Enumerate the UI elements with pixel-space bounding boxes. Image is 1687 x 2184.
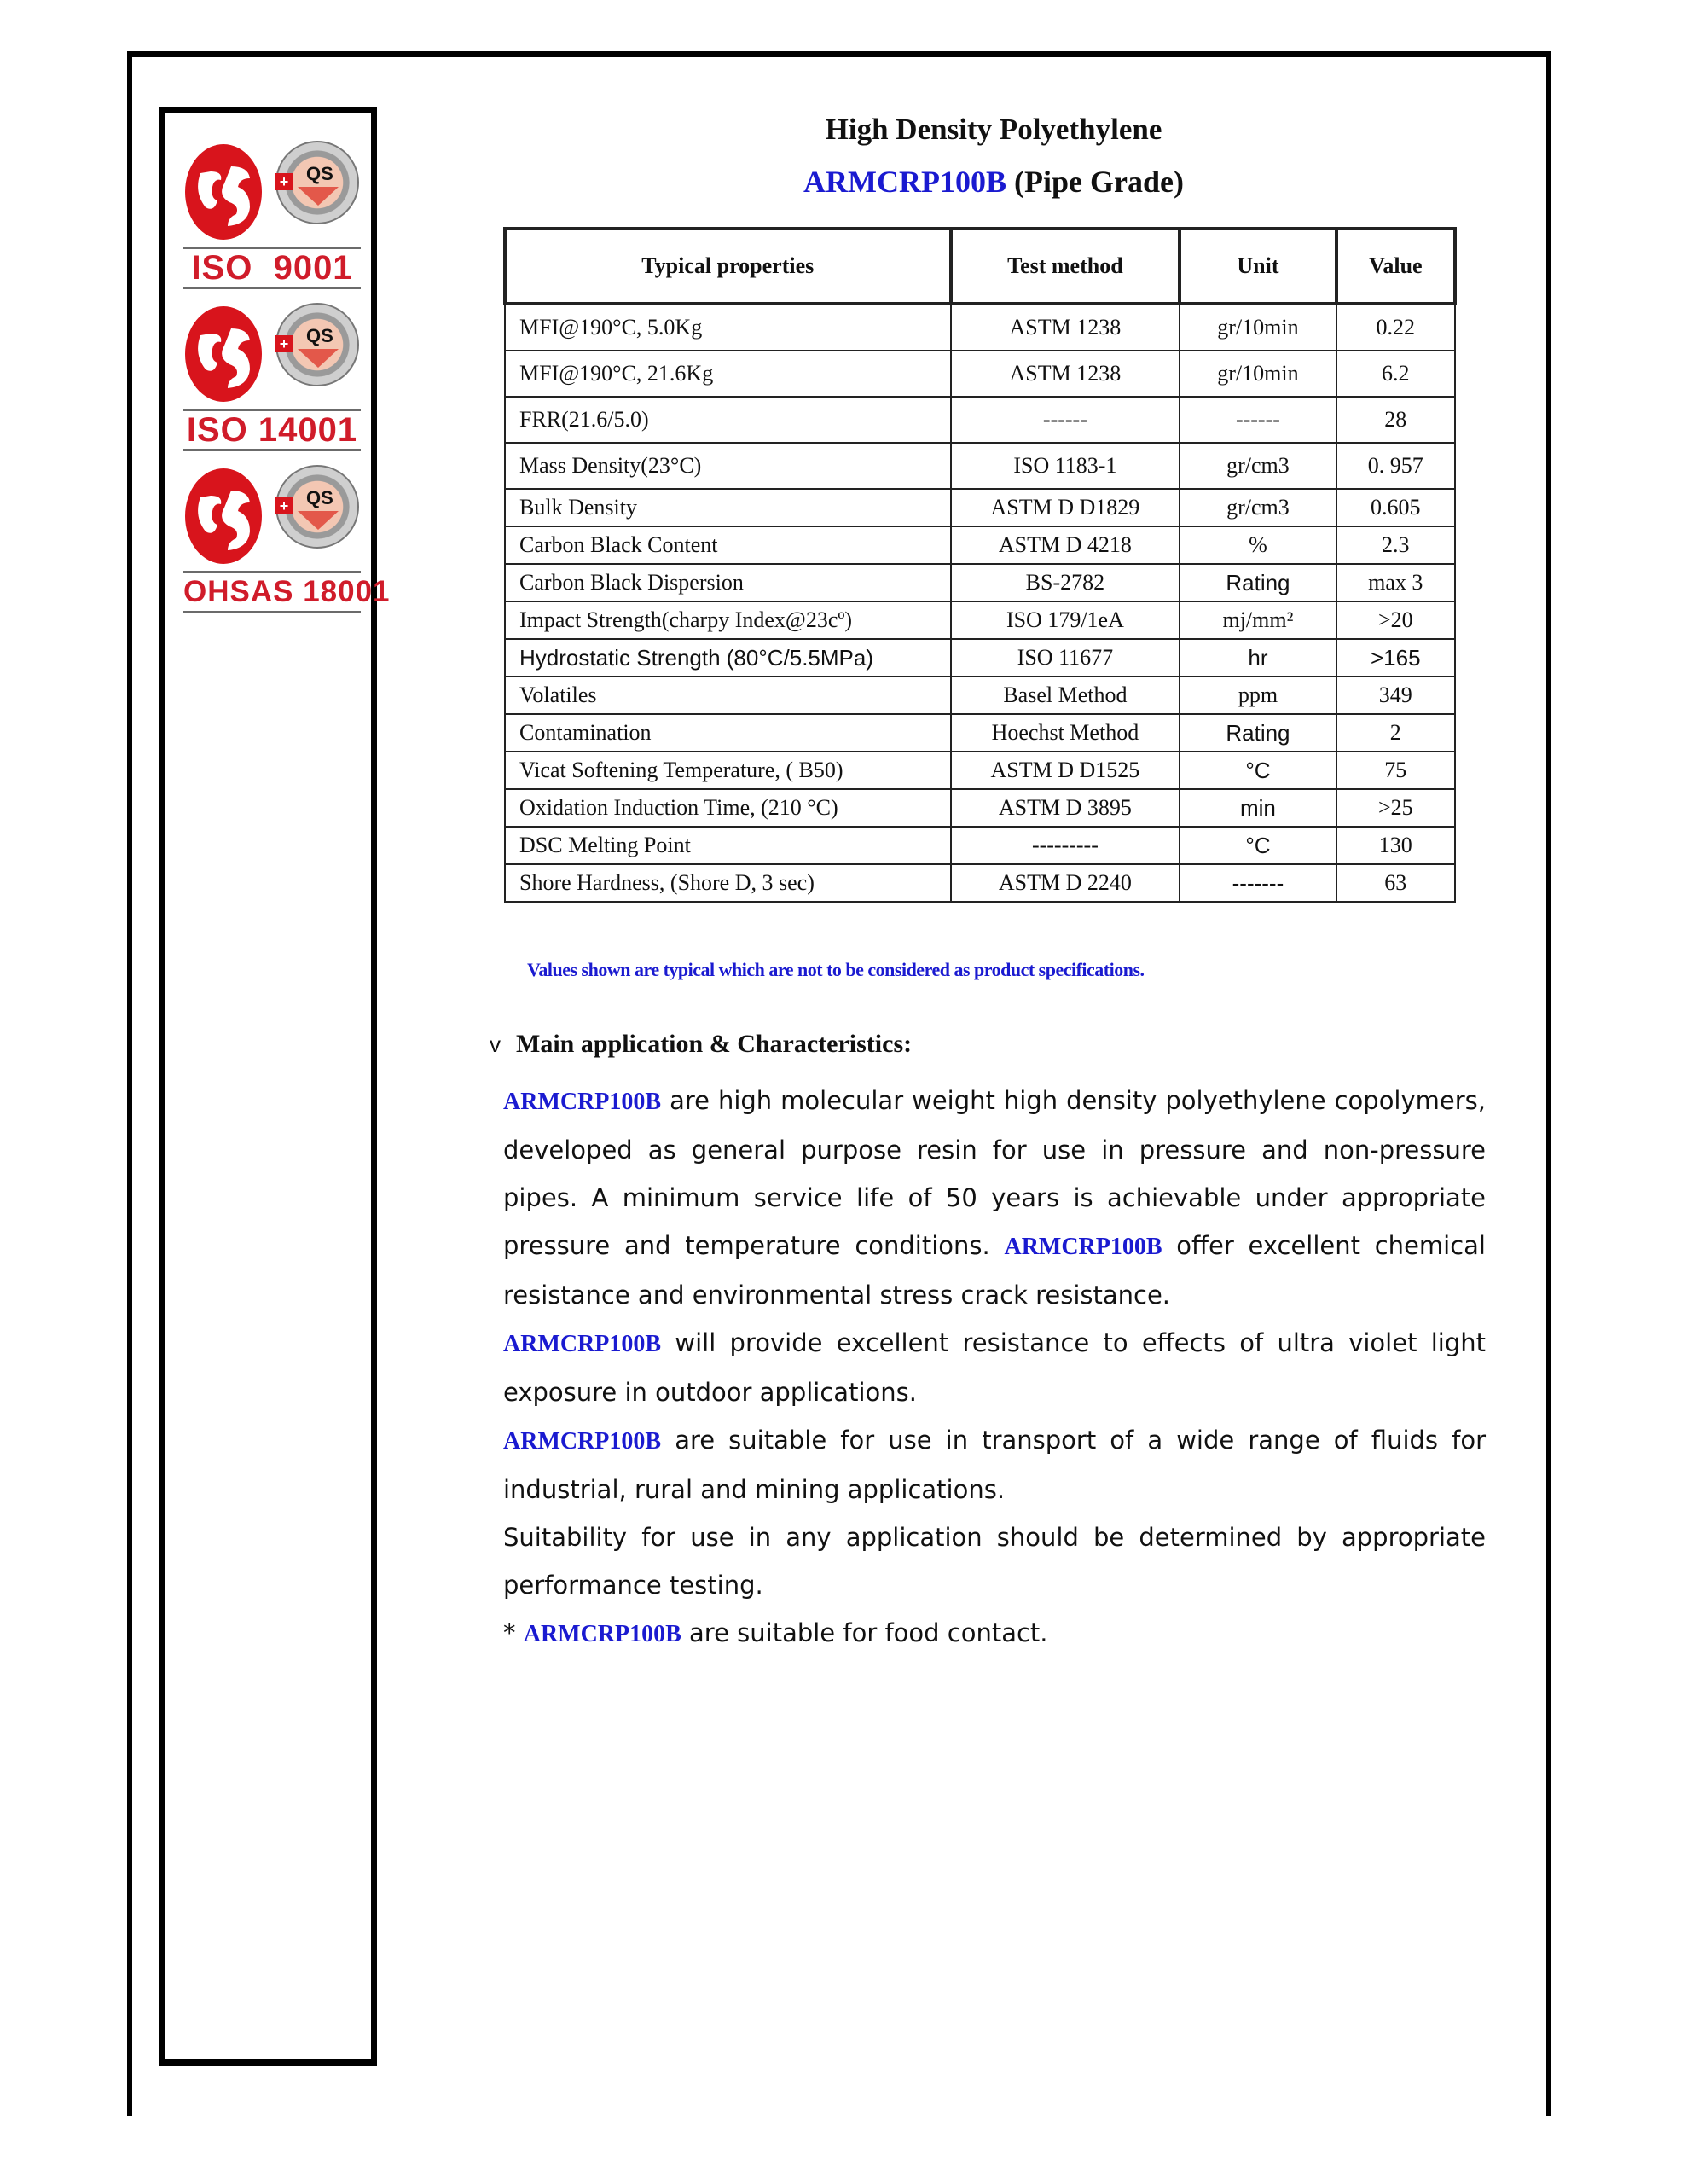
product-code: ARMCRP100B xyxy=(523,1621,681,1647)
test-method-cell: ASTM D 2240 xyxy=(951,864,1180,902)
test-method-cell: --------- xyxy=(951,827,1180,864)
test-method-cell: BS-2782 xyxy=(951,564,1180,601)
value-cell: >165 xyxy=(1336,639,1455,677)
column-header: Test method xyxy=(951,229,1180,304)
swiss-cross-icon: + xyxy=(275,497,293,514)
value-cell: 130 xyxy=(1336,827,1455,864)
paragraph-text: will provide excellent resistance to effects of ultra violet light exposure in outdoor applications. xyxy=(503,1328,1486,1407)
unit-cell: min xyxy=(1180,789,1336,827)
unit-cell: Rating xyxy=(1180,564,1336,601)
table-row xyxy=(505,489,1455,526)
bullet-icon: v xyxy=(490,1031,501,1057)
table-row xyxy=(505,397,1455,443)
qs-mark-icon xyxy=(183,141,264,243)
logo-label: ISO 9001 xyxy=(183,247,361,289)
typical-values-note: Values shown are typical which are not to be considered as product specifications. xyxy=(527,959,1145,980)
test-method-cell: ASTM D D1829 xyxy=(951,489,1180,526)
iso-9001-logo xyxy=(183,137,361,289)
certified-seal-icon: + QS xyxy=(275,303,359,386)
column-header: Unit xyxy=(1180,229,1336,304)
qs-mark-icon xyxy=(183,303,264,405)
property-cell: Carbon Black Content xyxy=(505,526,951,564)
characteristic-paragraph xyxy=(503,1416,1486,1513)
table-row xyxy=(505,752,1455,789)
table-row xyxy=(505,789,1455,827)
certified-seal-icon: + QS xyxy=(275,465,359,549)
product-code: ARMCRP100B xyxy=(503,1428,662,1455)
property-cell: Bulk Density xyxy=(505,489,951,526)
paragraph-text: offer excellent chemical resistance and environmental stress crack resistance. xyxy=(503,1231,1486,1310)
property-cell: MFI@190°C, 21.6Kg xyxy=(505,351,951,397)
unit-cell: gr/10min xyxy=(1180,304,1336,351)
qs-mark-icon xyxy=(183,465,264,567)
table-row xyxy=(505,864,1455,902)
table-header-row xyxy=(505,229,1455,304)
test-method-cell: Hoechst Method xyxy=(951,714,1180,752)
property-cell: Oxidation Induction Time, (210 °C) xyxy=(505,789,951,827)
characteristic-paragraph xyxy=(503,1077,1486,1319)
test-method-cell: ------ xyxy=(951,397,1180,443)
table-row xyxy=(505,827,1455,864)
unit-cell: Rating xyxy=(1180,714,1336,752)
paragraph-text: Suitability for use in any application should be determined by appropriate performance testing. xyxy=(503,1523,1486,1600)
value-cell: 349 xyxy=(1336,677,1455,714)
property-cell: Contamination xyxy=(505,714,951,752)
value-cell: >25 xyxy=(1336,789,1455,827)
unit-cell: ------ xyxy=(1180,397,1336,443)
property-cell: Hydrostatic Strength (80°C/5.5MPa) xyxy=(505,639,951,677)
property-cell: Mass Density(23°C) xyxy=(505,443,951,489)
value-cell: 75 xyxy=(1336,752,1455,789)
property-cell: Vicat Softening Temperature, ( B50) xyxy=(505,752,951,789)
property-cell: Carbon Black Dispersion xyxy=(505,564,951,601)
table-row xyxy=(505,677,1455,714)
characteristic-paragraph xyxy=(503,1609,1486,1658)
test-method-cell: ISO 1183-1 xyxy=(951,443,1180,489)
section-heading xyxy=(490,1030,912,1059)
property-cell: Shore Hardness, (Shore D, 3 sec) xyxy=(505,864,951,902)
unit-cell: °C xyxy=(1180,752,1336,789)
value-cell: 0. 957 xyxy=(1336,443,1455,489)
value-cell: 28 xyxy=(1336,397,1455,443)
logo-label: ISO 14001 xyxy=(183,409,361,451)
test-method-cell: ASTM D D1525 xyxy=(951,752,1180,789)
section-heading-text: Main application & Characteristics: xyxy=(516,1030,913,1058)
unit-cell: mj/mm² xyxy=(1180,601,1336,639)
certification-sidebar xyxy=(159,107,391,2066)
table-row xyxy=(505,639,1455,677)
property-cell: Impact Strength(charpy Index@23cº) xyxy=(505,601,951,639)
product-code: ARMCRP100B xyxy=(503,1331,662,1357)
value-cell: 0.22 xyxy=(1336,304,1455,351)
document-subtitle xyxy=(478,164,1510,200)
test-method-cell: Basel Method xyxy=(951,677,1180,714)
value-cell: >20 xyxy=(1336,601,1455,639)
unit-cell: gr/cm3 xyxy=(1180,489,1336,526)
paragraph-text: are suitable for food contact. xyxy=(681,1618,1048,1647)
table-row xyxy=(505,526,1455,564)
iso-14001-logo xyxy=(183,299,361,451)
unit-cell: gr/cm3 xyxy=(1180,443,1336,489)
unit-cell: gr/10min xyxy=(1180,351,1336,397)
characteristic-paragraph xyxy=(503,1319,1486,1416)
table-row xyxy=(505,714,1455,752)
grade-label: (Pipe Grade) xyxy=(1006,165,1184,199)
test-method-cell: ISO 179/1eA xyxy=(951,601,1180,639)
value-cell: 6.2 xyxy=(1336,351,1455,397)
certified-seal-icon: + QS xyxy=(275,141,359,224)
table-row xyxy=(505,601,1455,639)
logo-label: OHSAS 18001 xyxy=(183,571,361,613)
property-cell: MFI@190°C, 5.0Kg xyxy=(505,304,951,351)
document-title: High Density Polyethylene xyxy=(825,113,1162,146)
column-header: Value xyxy=(1336,229,1455,304)
property-cell: DSC Melting Point xyxy=(505,827,951,864)
table-row xyxy=(505,443,1455,489)
unit-cell: ------- xyxy=(1180,864,1336,902)
swiss-cross-icon: + xyxy=(275,173,293,190)
unit-cell: ppm xyxy=(1180,677,1336,714)
paragraph-text: are high molecular weight high density polyethylene copolymers, developed as general purpose resin for use in pressure and non-pressure pipes. A minimum service life of 50 years is achievable under appropriate pressure and temperature conditions. xyxy=(503,1086,1486,1260)
unit-cell: °C xyxy=(1180,827,1336,864)
product-code: ARMCRP100B xyxy=(503,1089,662,1115)
swiss-cross-icon: + xyxy=(275,335,293,352)
unit-cell: % xyxy=(1180,526,1336,564)
value-cell: 2 xyxy=(1336,714,1455,752)
table-row xyxy=(505,351,1455,397)
ohsas-18001-logo xyxy=(183,462,391,613)
paragraph-text: * xyxy=(503,1618,524,1647)
unit-cell: hr xyxy=(1180,639,1336,677)
table-row xyxy=(505,564,1455,601)
value-cell: 0.605 xyxy=(1336,489,1455,526)
properties-table xyxy=(503,227,1457,903)
table-row xyxy=(505,304,1455,351)
characteristics-body xyxy=(503,1077,1486,1658)
test-method-cell: ASTM D 4218 xyxy=(951,526,1180,564)
product-code: ARMCRP100B xyxy=(1004,1234,1162,1260)
value-cell: 63 xyxy=(1336,864,1455,902)
characteristic-paragraph xyxy=(503,1513,1486,1609)
property-cell: FRR(21.6/5.0) xyxy=(505,397,951,443)
value-cell: 2.3 xyxy=(1336,526,1455,564)
test-method-cell: ISO 11677 xyxy=(951,639,1180,677)
test-method-cell: ASTM 1238 xyxy=(951,351,1180,397)
column-header: Typical properties xyxy=(505,229,951,304)
test-method-cell: ASTM 1238 xyxy=(951,304,1180,351)
property-cell: Volatiles xyxy=(505,677,951,714)
paragraph-text: are suitable for use in transport of a wide range of fluids for industrial, rural and mining applications. xyxy=(503,1426,1486,1504)
product-code: ARMCRP100B xyxy=(803,165,1007,199)
value-cell: max 3 xyxy=(1336,564,1455,601)
test-method-cell: ASTM D 3895 xyxy=(951,789,1180,827)
